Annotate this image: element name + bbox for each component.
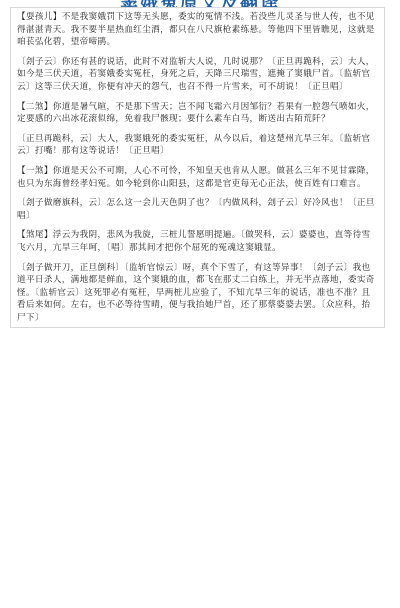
paragraph-execution: 〔刽子做开刀，正旦倒科〕〔监斩官惊云〕呀，真个下雪了，有这等异事！〔刽子云〕我也道平日杀人，满地都是鲜血，这个窦娥的血，都飞在那丈二白练上，并无半点落地，委实奇怪。〔监斩官云〕这死罪必有冤枉，早两桩儿应验了，不知亢旱三年的说话，准也不准？且看后来如何。左右，也不必等待雪晴，便与我抬她尸首，还了那蔡婆婆去罢。〔众应科，抬尸下〕 bbox=[17, 262, 375, 323]
paragraph-sha-wei: 【煞尾】浮云为我阴，悲风为我旋，三桩儿誓愿明提遍。〔做哭科，云〕婆婆也，直等待雪飞六月，亢旱三年呵，〔唱〕那其间才把你个屈死的冤魂这窦娥显。 bbox=[17, 230, 371, 253]
paragraph-er-sha: 【二煞】你道是暑气暄，不是那下雪天；岂不闻飞霜六月因邹衍？若果有一腔怨气喷如火，定要感的六出冰花滚似绵，免着我尸骸现；要什么素车白马，断送出古陌荒阡？ bbox=[17, 101, 375, 125]
paragraph-drought-vow: 〔正旦再跪科，云〕大人，我窦娥死的委实冤枉，从今以后，着这楚州亢旱三年。〔监斩官云〕打嘴！那有这等说话！〔正旦唱〕 bbox=[17, 133, 371, 157]
paragraph-yi-sha: 【一煞】你道是天公不可期，人心不可怜，不知皇天也肯从人愿。做甚么三年不见甘霖降，也只为东海曾经孝妇冤。如今轮到你山阳县，这都是官吏每无心正法，使百姓有口难言。 bbox=[17, 165, 375, 189]
paragraph-executioner-dialogue-1: 〔刽子云〕你还有甚的说话，此时不对监斩大人说，几时说那？〔正旦再跪科，云〕大人，如今是三伏天道，若窦娥委实冤枉，身死之后，天降三尺瑞雪，遮掩了窦娥尸首。〔监斩官云〕这等三伏天道，你便有冲天的怨气，也召不得一片雪来，可不胡说！〔正旦唱〕 bbox=[17, 56, 375, 92]
paragraph-shua-hai-er: 【耍孩儿】不是我窦娥罚下这等无头愿，委实的冤情不浅。若没些儿灵圣与世人传，也不见得湛湛青天。我不要半星热血红尘洒，都只在八尺旗枪素练悬。等他四下里皆瞧见，这就是咱苌弘化碧，望帝啼鹃。 bbox=[17, 12, 375, 48]
article-body bbox=[10, 7, 385, 328]
paragraph-cold-wind: 〔刽子做磨旗科，云〕怎么这一会儿天色阴了也？〔内做风科，刽子云〕好冷风也！〔正旦唱〕 bbox=[17, 198, 375, 221]
